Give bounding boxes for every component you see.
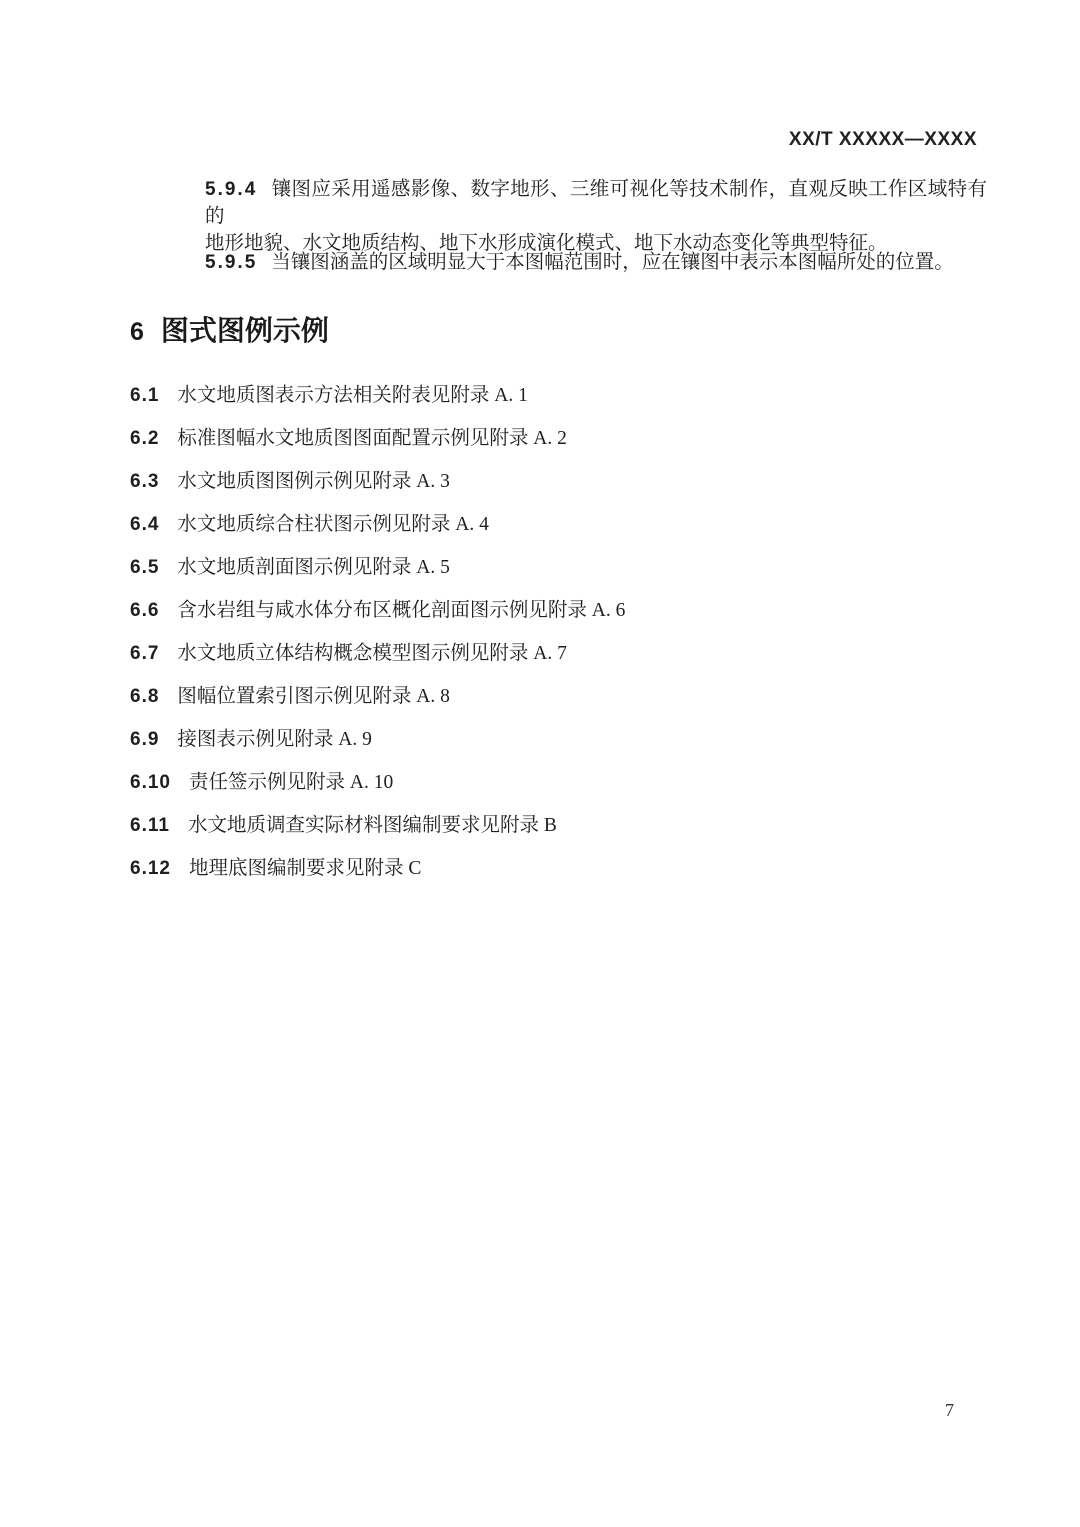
- clause-number: 5.9.4: [205, 179, 258, 200]
- list-item: [130, 643, 990, 686]
- standard-code-header: XX/T XXXXX—XXXX: [788, 129, 977, 150]
- item-number: 6.6: [130, 600, 160, 621]
- item-number: 6.2: [130, 428, 160, 449]
- item-text: 水文地质剖面图示例见附录 A. 5: [177, 557, 450, 578]
- item-text: 图幅位置索引图示例见附录 A. 8: [177, 686, 450, 707]
- item-number: 6.5: [130, 557, 160, 578]
- item-text: 责任签示例见附录 A. 10: [188, 772, 394, 793]
- item-text: 标准图幅水文地质图图面配置示例见附录 A. 2: [177, 428, 567, 449]
- clause-number: 5.9.5: [205, 252, 258, 273]
- clause-text: 当镶图涵盖的区域明显大于本图幅范围时，应在镶图中表示本图幅所处的位置。: [271, 252, 954, 273]
- clause-5-9-5: [205, 249, 987, 276]
- item-number: 6.9: [130, 729, 160, 750]
- section-number: 6: [130, 318, 145, 346]
- list-item: [130, 428, 990, 471]
- item-number: 6.8: [130, 686, 160, 707]
- list-item: [130, 600, 990, 643]
- item-number: 6.7: [130, 643, 160, 664]
- section-item-list: [130, 385, 990, 901]
- item-text: 水文地质图图例示例见附录 A. 3: [177, 471, 450, 492]
- clause-5-9-4-line-2: 地形地貌、水文地质结构、地下水形成演化模式、地下水动态变化等典型特征。: [205, 233, 888, 254]
- section-heading: [130, 309, 329, 349]
- item-text: 接图表示例见附录 A. 9: [177, 729, 372, 750]
- item-text: 水文地质立体结构概念模型图示例见附录 A. 7: [177, 643, 567, 664]
- list-item: [130, 686, 990, 729]
- section-title: 图式图例示例: [160, 315, 329, 346]
- clause-5-9-4-line-1: [205, 176, 987, 230]
- clause-5-9-4: [205, 176, 987, 257]
- item-text: 水文地质调查实际材料图编制要求见附录 B: [187, 815, 557, 836]
- item-number: 6.10: [130, 772, 171, 793]
- item-text: 水文地质综合柱状图示例见附录 A. 4: [177, 514, 489, 535]
- item-number: 6.4: [130, 514, 160, 535]
- list-item: [130, 557, 990, 600]
- clause-text: 镶图应采用遥感影像、数字地形、三维可视化等技术制作，直观反映工作区域特有的: [205, 179, 987, 227]
- list-item: [130, 815, 990, 858]
- list-item: [130, 858, 990, 901]
- item-text: 地理底图编制要求见附录 C: [188, 858, 422, 879]
- item-number: 6.3: [130, 471, 160, 492]
- item-text: 含水岩组与咸水体分布区概化剖面图示例见附录 A. 6: [177, 600, 626, 621]
- item-number: 6.12: [130, 858, 171, 879]
- item-text: 水文地质图表示方法相关附表见附录 A. 1: [177, 385, 528, 406]
- page-number: 7: [945, 1400, 954, 1420]
- clause-5-9-5-line-1: [205, 249, 987, 276]
- item-number: 6.11: [130, 815, 170, 836]
- list-item: [130, 471, 990, 514]
- list-item: [130, 772, 990, 815]
- item-number: 6.1: [130, 385, 160, 406]
- list-item: [130, 729, 990, 772]
- list-item: [130, 514, 990, 557]
- list-item: [130, 385, 990, 428]
